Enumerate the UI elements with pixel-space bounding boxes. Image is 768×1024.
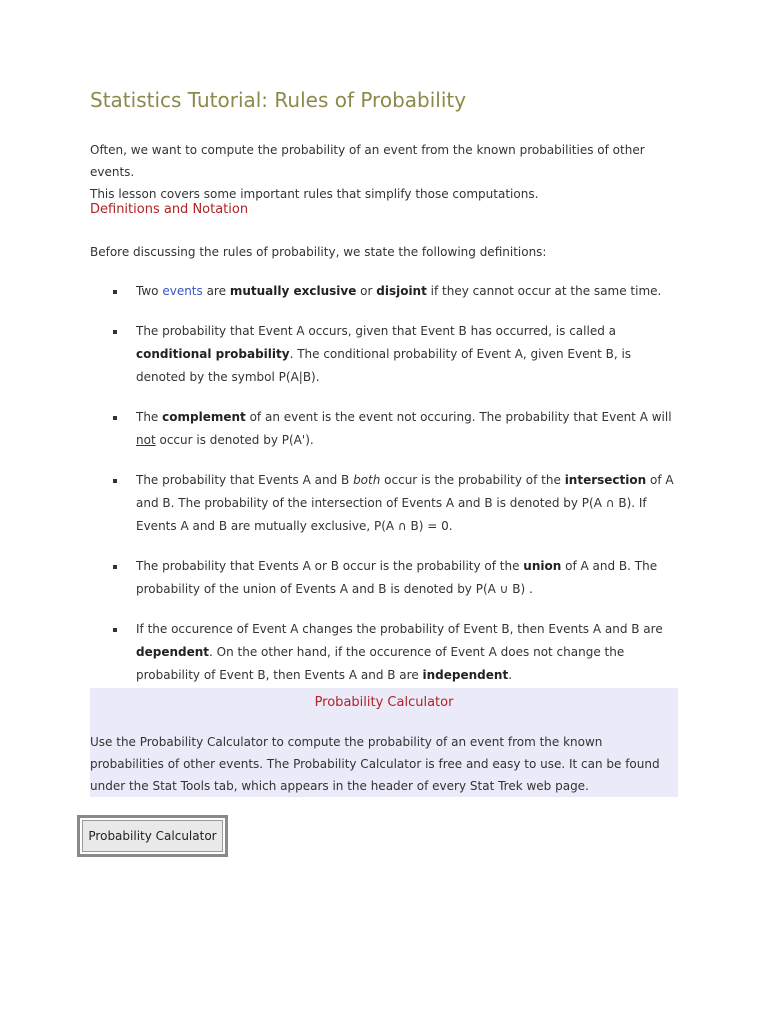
intro-line-1: Often, we want to compute the probability of an event from the known probabilities of other events.	[90, 143, 645, 179]
calculator-box-text: Use the Probability Calculator to compute the probability of an event from the known probabilities of other events. The Probability Calculator is free and easy to use. It can be found under the Stat Tools tab, which appears in the header of every Stat Trek web page.	[90, 735, 660, 793]
term-conditional-probability: conditional probability	[136, 347, 290, 361]
calculator-box-heading: Probability Calculator	[314, 695, 454, 710]
term-intersection: intersection	[564, 473, 647, 487]
intro-line-2: This lesson covers some important rules that simplify those computations.	[90, 187, 539, 201]
definition-complement: The complement of an event is the event not occuring. The probability that Event A will not occur is denoted by P(A').	[90, 406, 678, 452]
emphasis-both: both	[353, 473, 381, 487]
lead-paragraph: Before discussing the rules of probability, we state the following definitions:	[90, 245, 547, 259]
term-dependent: dependent	[136, 645, 210, 659]
term-mutually-exclusive: mutually exclusive	[229, 284, 357, 298]
page-title: Statistics Tutorial: Rules of Probability	[90, 88, 467, 112]
section-heading: Definitions and Notation	[90, 202, 249, 217]
underlined-not: not	[136, 433, 156, 447]
intro-paragraph	[90, 139, 678, 205]
term-disjoint: disjoint	[376, 284, 427, 298]
events-link[interactable]: events	[162, 284, 203, 298]
calculator-button-frame	[77, 815, 228, 857]
definitions-list	[90, 280, 678, 704]
term-complement: complement	[162, 410, 246, 424]
definition-intersection: The probability that Events A and B both occur is the probability of the intersection of A and B. The probability of the intersection of Events A and B is denoted by P(A ∩ B). If Events A and B are mutually exclusive, P(A ∩ B) = 0.	[90, 469, 678, 538]
definition-union: The probability that Events A or B occur is the probability of the union of A and B. The probability of the union of Events A and B is denoted by P(A ∪ B) .	[90, 555, 678, 601]
term-union: union	[523, 559, 562, 573]
calculator-info-box	[90, 688, 678, 797]
term-independent: independent	[422, 668, 509, 682]
definition-conditional-probability: The probability that Event A occurs, given that Event B has occurred, is called a conditional probability. The conditional probability of Event A, given Event B, is denoted by the symbol P(A|B).	[90, 320, 678, 389]
probability-calculator-button[interactable]: Probability Calculator	[82, 820, 223, 852]
definition-dependent-independent: If the occurence of Event A changes the probability of Event B, then Events A and B are dependent. On the other hand, if the occurence of Event A does not change the probability of Event B, then Events A and B are independent.	[90, 618, 678, 687]
definition-mutually-exclusive: Two events are mutually exclusive or disjoint if they cannot occur at the same time.	[90, 280, 678, 303]
